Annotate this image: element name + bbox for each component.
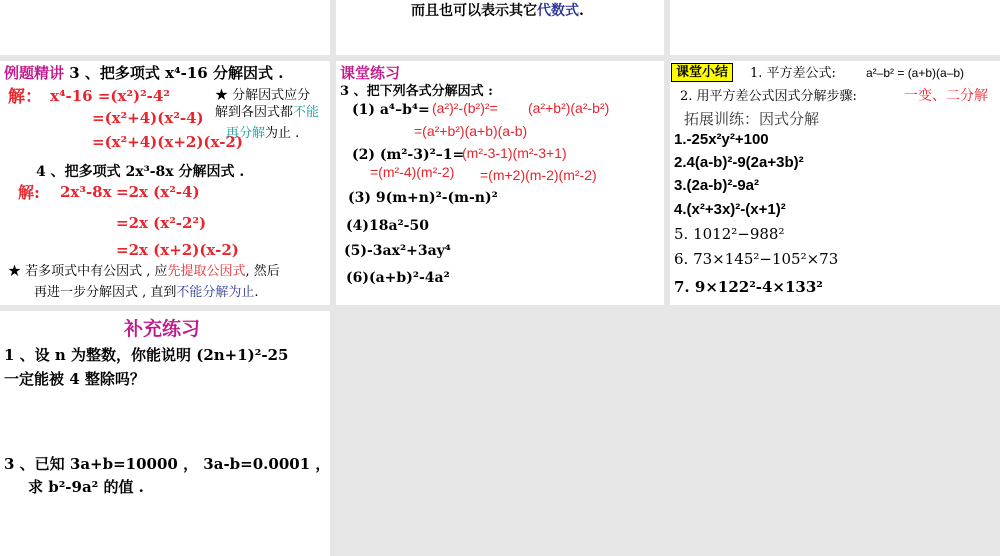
solution-label: 解： — [8, 87, 42, 107]
example-title: 例题精讲 — [4, 65, 65, 82]
solution-line-2: =(x²+4)(x²-4) — [92, 109, 204, 127]
supplement-title: 补充练习 — [124, 319, 201, 340]
practice-panel — [336, 61, 664, 305]
practice-item-2: (2) (m²-3)²–1= — [352, 147, 465, 163]
practice-answer-2: (m²-3-1)(m²-3+1) — [462, 145, 567, 161]
practice-item-5: (5)-3ax²+3ay⁴ — [344, 243, 451, 259]
summary-formula: a²–b² = (a+b)(a–b) — [866, 66, 965, 80]
practice-answer-2c: =(m+2)(m-2)(m²-2) — [480, 167, 597, 183]
example-panel — [0, 61, 330, 305]
example-q4: 4 、把多项式 2x³-8x 分解因式 . — [36, 164, 245, 180]
summary-item-2: 2. 用平方差公式因式分解步骤: — [680, 89, 857, 104]
summary-item-1: 1. 平方差公式: — [750, 66, 836, 81]
supplement-q3-line-2: 求 b²-9a² 的值 . — [28, 478, 144, 496]
practice-item-4: (4)18a²-50 — [346, 218, 429, 234]
practice-answer-1c: =(a²+b²)(a+b)(a-b) — [414, 123, 528, 139]
summary-steps: 一变、二分解 — [904, 88, 988, 104]
example-q3: 3 、把多项式 x⁴-16 分解因式 . — [69, 64, 284, 82]
supplement-q3-line-1: 3 、已知 3a+b=10000 ， 3a-b=0.0001 ， — [4, 455, 330, 473]
solution4-line-1a: 2x³-8x — [60, 183, 112, 201]
note-star: ★ 分解因式应分 — [215, 88, 311, 103]
note-line-2: 解到各因式都不能 — [215, 105, 320, 120]
practice-item-6: (6)(a+b)²-4a² — [346, 270, 450, 286]
summary-badge: 课堂小结 — [671, 63, 733, 82]
solution-line-1: x⁴-16 =(x²)²-4² — [50, 87, 170, 105]
supplement-panel — [0, 311, 330, 556]
summary-panel — [670, 61, 1000, 305]
extension-item-7: 7. 9×122²-4×133² — [674, 278, 823, 296]
top-right-panel — [670, 0, 1000, 55]
supplement-q1-line-1: 1 、设 n 为整数，你能说明 (2n+1)²-25 — [4, 346, 289, 364]
solution4-line-2: =2x (x²-2²) — [116, 214, 207, 232]
top-middle-panel — [336, 0, 664, 55]
top-left-panel — [0, 0, 330, 55]
example-header — [4, 66, 283, 81]
supplement-q1-line-2: 一定能被 4 整除吗？ — [4, 370, 145, 388]
practice-intro: 3 、把下列各式分解因式 : — [340, 84, 493, 99]
top-strip-text: 而且也可以表示其它代数式. — [411, 3, 584, 19]
solution4-line-3: =2x (x+2)(x-2) — [116, 241, 239, 259]
practice-answer-2b: =(m²-4)(m²-2) — [370, 164, 455, 180]
extension-item-1: 1.-25x²y²+100 — [674, 131, 769, 148]
extension-item-2: 2.4(a-b)²-9(2a+3b)² — [674, 154, 804, 171]
tip-line-2: 再进一步分解因式 , 直到不能分解为止. — [34, 285, 259, 300]
extension-item-3: 3.(2a-b)²-9a² — [674, 177, 760, 194]
solution4-label: 解: — [18, 183, 40, 202]
extension-item-6: 6. 73×145²−105²×73 — [674, 250, 839, 268]
note-line-3: 再分解为止 . — [226, 126, 300, 141]
practice-title: 课堂练习 — [340, 65, 401, 82]
extension-title: 拓展训练：因式分解 — [684, 110, 820, 128]
practice-answer-1b: (a²+b²)(a²-b²) — [528, 100, 610, 116]
solution4-line-1b: =2x (x²-4) — [116, 183, 200, 201]
practice-item-1: (1) a⁴–b⁴= — [352, 102, 430, 118]
blank-area — [336, 311, 1000, 556]
practice-item-3: (3) 9(m+n)²-(m-n)² — [348, 190, 498, 206]
tip-line-1: ★ 若多项式中有公因式 , 应先提取公因式, 然后 — [8, 264, 280, 279]
practice-answer-1: (a²)²-(b²)²= — [432, 100, 498, 116]
solution-line-3: =(x²+4)(x+2)(x-2) — [92, 133, 243, 151]
extension-item-5: 5. 1012²−988² — [674, 225, 785, 243]
extension-item-4: 4.(x²+3x)²-(x+1)² — [674, 201, 786, 218]
